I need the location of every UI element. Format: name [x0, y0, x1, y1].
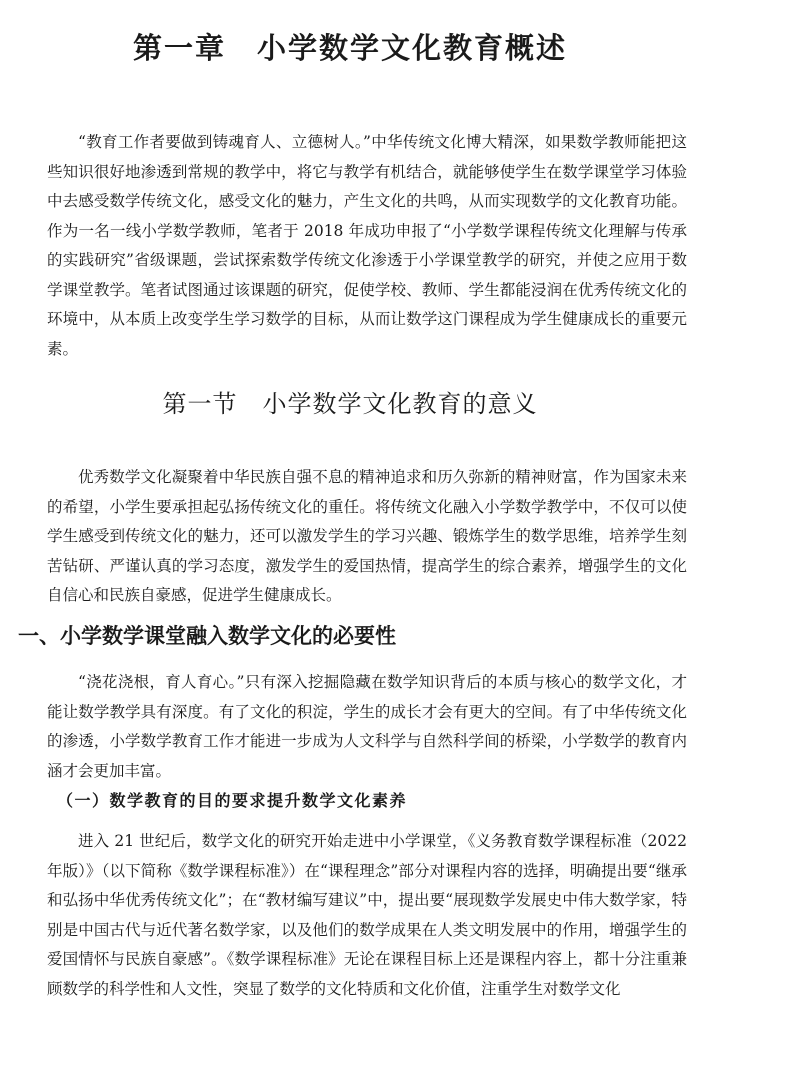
heading-2: （一）数学教育的目的要求提升数学文化素养: [57, 791, 408, 810]
chapter-title: 第一章 小学数学文化教育概述: [132, 31, 567, 65]
section-title: 第一节 小学数学文化教育的意义: [162, 390, 538, 418]
section-paragraph: 优秀数学文化凝聚着中华民族自强不息的精神追求和历久弥新的精神财富，作为国家未来的希望，小学生要承担起弘扬传统文化的重任。将传统文化融入小学数学教学中，不仅可以使学生感受到传统文化的魅力，还可以激发学生的学习兴趣、锻炼学生的数学思维，培养学生刻苦钻研、严谨认真的学习态度，激发学生的爱国热情，提高学生的综合素养，增强学生的文化自信心和民族自豪感，促进学生健康成长。: [47, 468, 687, 604]
intro-paragraph: “教育工作者要做到铸魂育人、立德树人。”中华传统文化博大精深，如果数学教师能把这些知识很好地渗透到常规的教学中，将它与教学有机结合，就能够使学生在数学课堂学习体验中去感受数学传统文化，感受文化的魅力，产生文化的共鸣，从而实现数学的文化教育功能。作为一名一线小学数学教师，笔者于 2018 年成功申报了“小学数学课程传统文化理解与传承的实践研究”省级课题，尝试探索数学传统文化渗透于小学课堂教学的研究，并使之应用于数学课堂教学。笔者试图通过该课题的研究，促使学校、教师、学生都能浸润在优秀传统文化的环境中，从本质上改变学生学习数学的目标，从而让数学这门课程成为学生健康成长的重要元素。: [47, 133, 687, 358]
heading-1: 一、小学数学课堂融入数学文化的必要性: [18, 624, 396, 648]
heading-2-paragraph: 进入 21 世纪后，数学文化的研究开始走进中小学课堂，《义务教育数学课程标准（2022 年版）》（以下简称《数学课程标准》）在“课程理念”部分对课程内容的选择，明确提出要“继承和弘扬中华优秀传统文化”；在“教材编写建议”中，提出要“展现数学发展史中伟大数学家，特别是中国古代与近代著名数学家，以及他们的数学成果在人类文明发展中的作用，增强学生的爱国情怀与民族自豪感”。《数学课程标准》无论在课程目标上还是课程内容上，都十分注重兼顾数学的科学性和人文性，突显了数学的文化特质和文化价值，注重学生对数学文化: [47, 832, 687, 998]
heading-1-paragraph: “浇花浇根，育人育心。”只有深入挖掘隐藏在数学知识背后的本质与核心的数学文化，才能让数学教学具有深度。有了文化的积淀，学生的成长才会有更大的空间。有了中华传统文化的渗透，小学数学教育工作才能进一步成为人文科学与自然科学间的桥梁，小学数学的教育内涵才会更加丰富。: [47, 673, 687, 780]
